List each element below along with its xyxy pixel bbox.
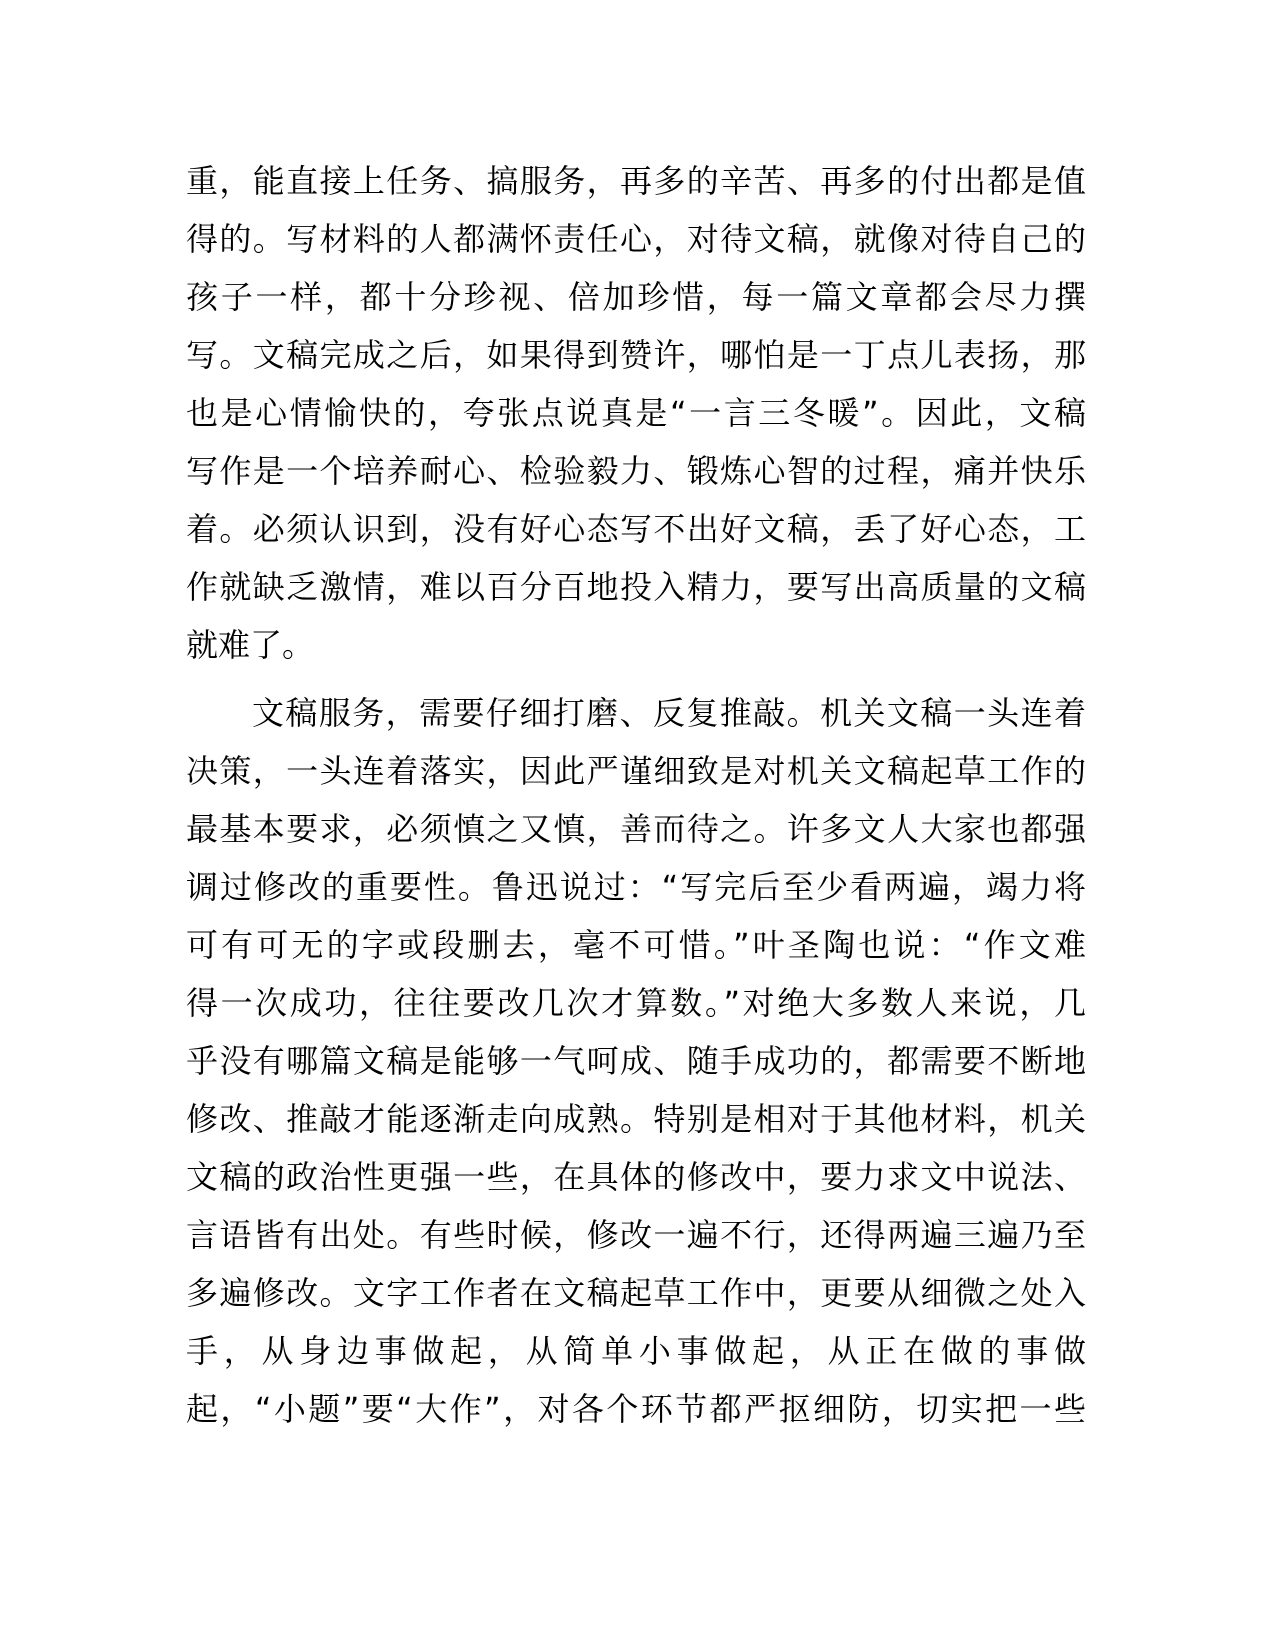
text-line: 得一次成功，往往要改几次才算数。”对绝大多数人来说，几 bbox=[186, 984, 1086, 1022]
text-line: 重，能直接上任务、搞服务，再多的辛苦、再多的付出都是值 bbox=[186, 162, 1086, 200]
text-line: 调过修改的重要性。鲁迅说过：“写完后至少看两遍，竭力将 bbox=[186, 868, 1086, 906]
text-line: 着。必须认识到，没有好心态写不出好文稿，丢了好心态，工 bbox=[186, 510, 1086, 548]
body-text bbox=[186, 152, 1086, 1438]
paragraph-1 bbox=[186, 152, 1086, 674]
text-line: 孩子一样，都十分珍视、倍加珍惜，每一篇文章都会尽力撰 bbox=[186, 278, 1086, 316]
text-line: 决策，一头连着落实，因此严谨细致是对机关文稿起草工作的 bbox=[186, 752, 1086, 790]
paragraph-spacer bbox=[186, 674, 1086, 684]
text-line: 可有可无的字或段删去，毫不可惜。”叶圣陶也说：“作文难 bbox=[186, 926, 1086, 964]
text-line: 文稿的政治性更强一些，在具体的修改中，要力求文中说法、 bbox=[186, 1158, 1086, 1196]
text-line: 乎没有哪篇文稿是能够一气呵成、随手成功的，都需要不断地 bbox=[186, 1042, 1086, 1080]
paragraph-2 bbox=[186, 684, 1086, 1438]
text-line: 作就缺乏激情，难以百分百地投入精力，要写出高质量的文稿 bbox=[186, 568, 1086, 606]
text-line: 写。文稿完成之后，如果得到赞许，哪怕是一丁点儿表扬，那 bbox=[186, 336, 1086, 374]
text-line: 也是心情愉快的，夸张点说真是“一言三冬暖”。因此，文稿 bbox=[186, 394, 1086, 432]
text-line: 修改、推敲才能逐渐走向成熟。特别是相对于其他材料，机关 bbox=[186, 1100, 1086, 1138]
text-line: 就难了。 bbox=[186, 626, 315, 664]
text-line: 最基本要求，必须慎之又慎，善而待之。许多文人大家也都强 bbox=[186, 810, 1086, 848]
text-line: 文稿服务，需要仔细打磨、反复推敲。机关文稿一头连着 bbox=[252, 694, 1086, 732]
text-line: 写作是一个培养耐心、检验毅力、锻炼心智的过程，痛并快乐 bbox=[186, 452, 1086, 490]
text-line: 起，“小题”要“大作”，对各个环节都严抠细防，切实把一些 bbox=[186, 1390, 1086, 1428]
text-line: 言语皆有出处。有些时候，修改一遍不行，还得两遍三遍乃至 bbox=[186, 1216, 1086, 1254]
text-line: 多遍修改。文字工作者在文稿起草工作中，更要从细微之处入 bbox=[186, 1274, 1086, 1312]
text-line: 得的。写材料的人都满怀责任心，对待文稿，就像对待自己的 bbox=[186, 220, 1086, 258]
text-line: 手，从身边事做起，从简单小事做起，从正在做的事做 bbox=[186, 1332, 1086, 1370]
